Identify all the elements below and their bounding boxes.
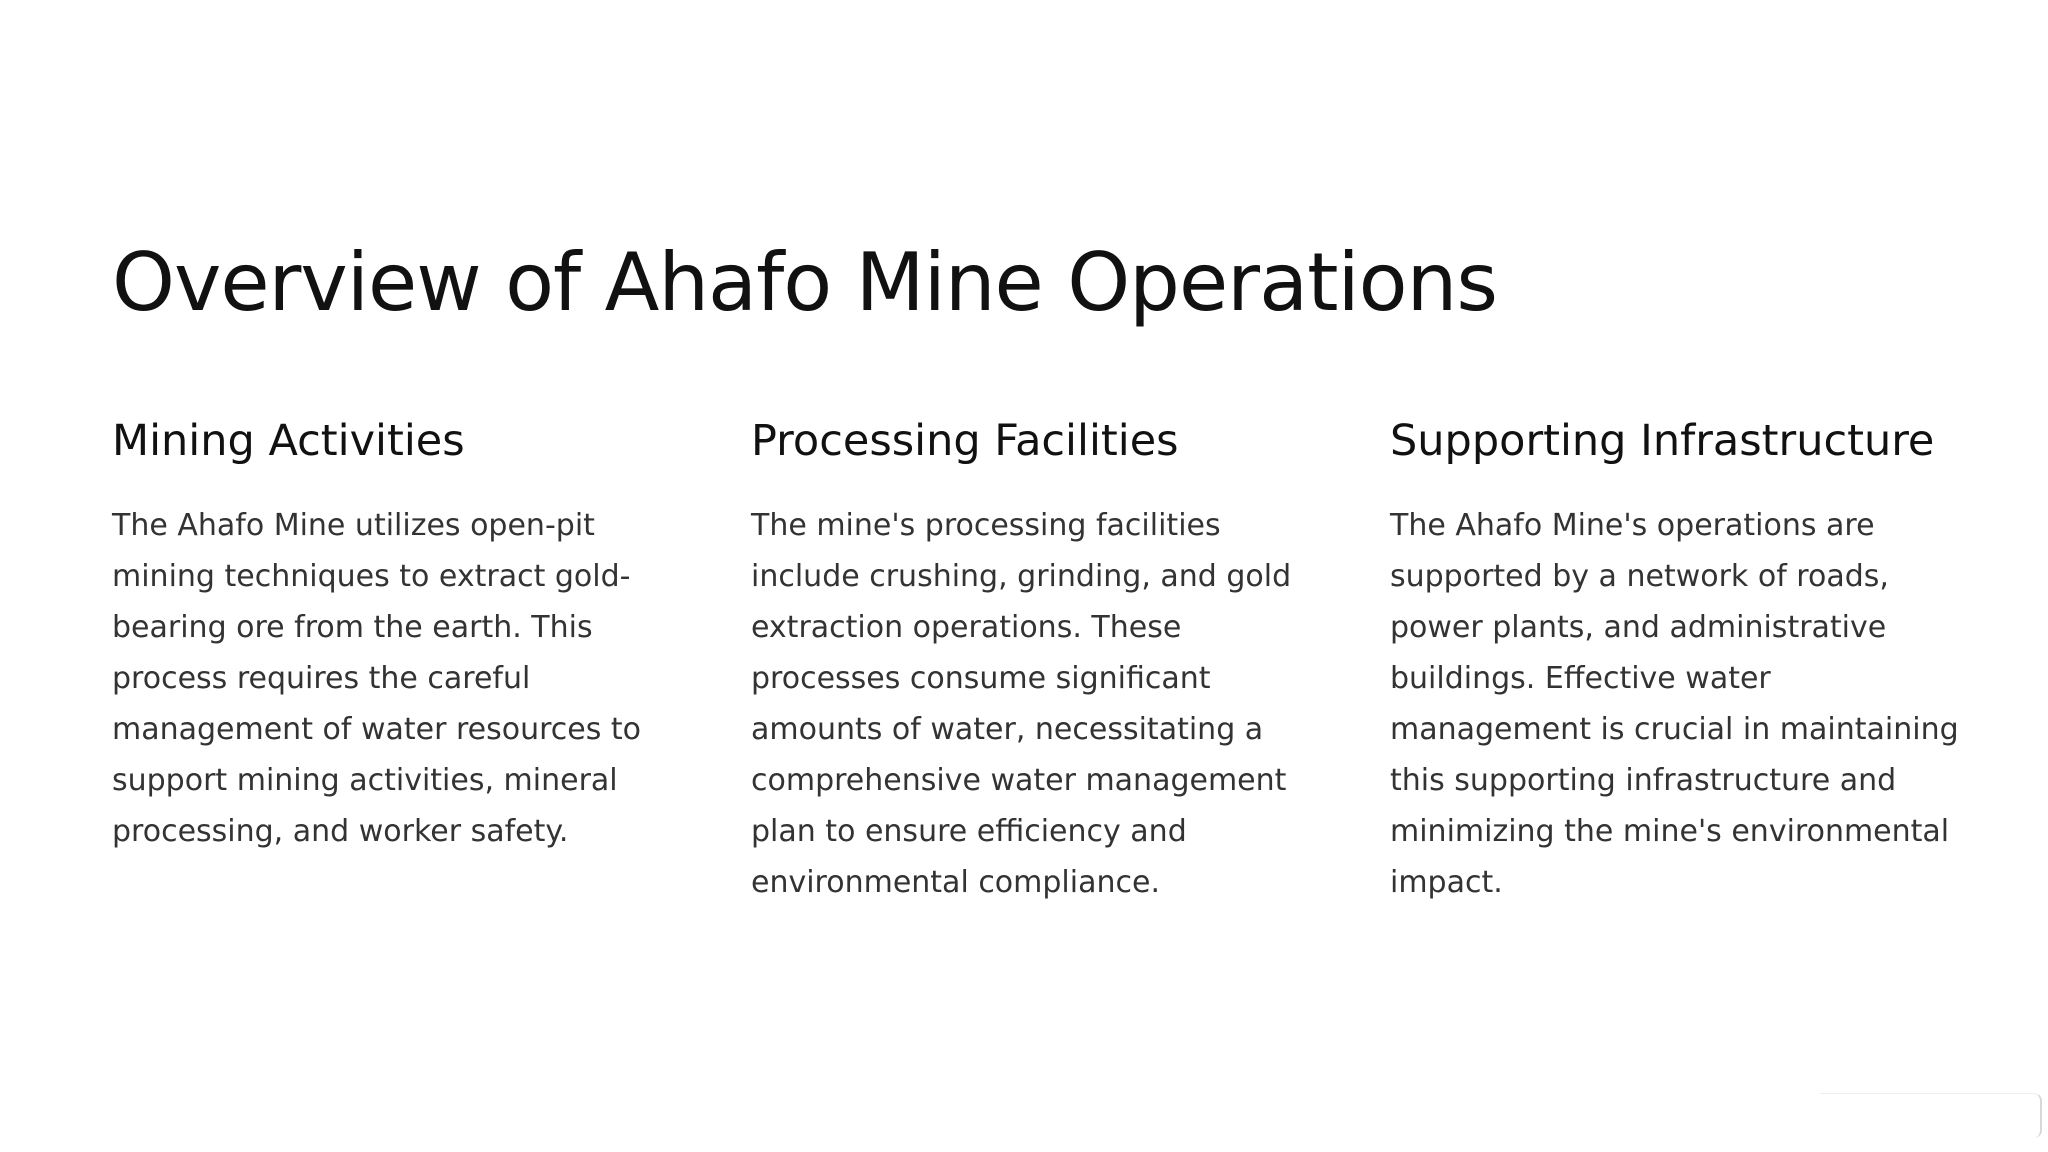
corner-decoration [1820,1093,2042,1138]
slide-title: Overview of Ahafo Mine Operations [112,236,1498,329]
column-heading: Supporting Infrastructure [1390,416,1935,466]
column-heading: Processing Facilities [751,416,1179,466]
column-processing-facilities [751,408,1331,908]
column-supporting-infrastructure [1390,408,1970,908]
column-body: The mine's processing facilities include crushing, grinding, and gold extraction operations. These processes consume significant amounts of water, necessitating a comprehensive water management plan to ensure efficiency and environmental compliance. [751,508,1292,900]
column-mining-activities [112,408,692,857]
column-heading: Mining Activities [112,416,465,466]
column-body: The Ahafo Mine's operations are supported by a network of roads, power plants, and administrative buildings. Effective water management is crucial in maintaining this supporting infrastructure and minimizing the mine's environmental impact. [1390,508,1959,900]
column-body: The Ahafo Mine utilizes open-pit mining techniques to extract gold-bearing ore from the earth. This process requires the careful management of water resources to support mining activities, mineral processing, and worker safety. [112,508,641,849]
